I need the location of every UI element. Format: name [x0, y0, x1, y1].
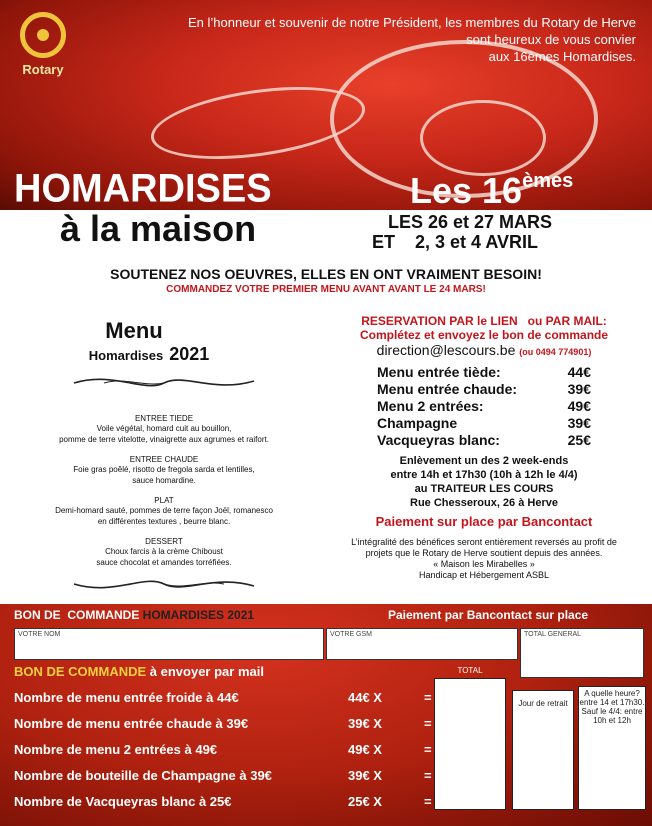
edition-suffix: èmes — [522, 170, 574, 192]
price-list — [324, 364, 644, 448]
menu-section-line: Demi-homard sauté, pommes de terre façon Joël, romanesco — [55, 506, 273, 515]
price-row — [377, 415, 591, 431]
benefits-line: projets que le Rotary de Herve soutient depuis des années. — [365, 548, 603, 558]
intro-line: sont heureux de vous convier — [466, 32, 636, 47]
appeal-main: SOUTENEZ NOS OEUVRES, ELLES EN ONT VRAIMENT BESOIN! — [110, 266, 542, 282]
name-field[interactable] — [14, 628, 324, 660]
order-row-label: Nombre de Vacqueyras blanc à 25€ — [14, 794, 232, 809]
total-general-label: TOTAL GENERAL — [524, 631, 582, 638]
phone-number: (ou 0494 774901) — [519, 347, 592, 357]
price-value: 25€ — [567, 432, 591, 448]
price-label: Menu 2 entrées: — [377, 398, 484, 414]
total-general-field[interactable] — [520, 628, 644, 678]
menu-section-line: Voile végétal, homard cuit au bouillon, — [96, 424, 232, 433]
order-row-label: Nombre de bouteille de Champagne à 39€ — [14, 768, 272, 783]
reservation-heading: RESERVATION PAR le LIEN ou PAR MAIL: — [361, 314, 607, 328]
total-box[interactable] — [434, 678, 506, 810]
send-prefix: BON DE COMMANDE — [14, 664, 147, 679]
price-value: 39€ — [567, 415, 591, 431]
price-row — [377, 432, 591, 448]
order-row-equals: = — [424, 742, 432, 757]
price-label: Vacqueyras blanc: — [377, 432, 500, 448]
lobster-tail-outline — [420, 100, 546, 176]
menu-section-title: ENTREE TIEDE — [134, 414, 194, 423]
send-suffix: à envoyer par mail — [146, 664, 264, 679]
menu-section-title: ENTREE CHAUDE — [129, 455, 199, 464]
ornament-top-icon — [64, 369, 264, 395]
logo-text: Rotary — [22, 62, 64, 77]
rotary-logo — [14, 12, 72, 84]
order-row-equals: = — [424, 716, 432, 731]
price-label: Menu entrée tiède: — [377, 364, 501, 380]
menu-year: 2021 — [169, 344, 210, 364]
menu-section-line: pomme de terre vitelotte, vinaigrette aux agrumes et raifort. — [59, 435, 269, 444]
order-row-price: 39€ X — [348, 716, 382, 731]
menu-section-line: Foie gras poêlé, risotto de fregola sarda et lentilles, — [73, 465, 255, 474]
order-row-equals: = — [424, 794, 432, 809]
intro-line: aux 16èmes Homardises. — [488, 49, 636, 64]
pickup-day-label: Jour de retrait — [518, 699, 568, 708]
edition-number: Les 16 — [410, 170, 523, 211]
price-row — [377, 364, 591, 380]
menu-section-title: DESSERT — [145, 537, 183, 546]
dates-line-2: ET 2, 3 et 4 AVRIL — [372, 232, 539, 252]
menu-title: Menu — [105, 318, 163, 343]
reservation-contact — [324, 342, 644, 358]
order-header-prefix: BON DE COMMANDE — [14, 608, 143, 622]
menu-section-title: PLAT — [154, 496, 174, 505]
benefits-line: L’intégralité des bénéfices seront entièrement reversés au profit de — [351, 537, 617, 547]
reservation-subheading: Complétez et envoyez le bon de commande — [359, 328, 609, 342]
send-instructions — [14, 664, 264, 679]
pickup-info — [324, 454, 644, 510]
name-field-label: VOTRE NOM — [18, 631, 61, 638]
reservation-panel — [324, 314, 644, 581]
subtitle: à la maison — [60, 208, 257, 249]
payment-note: Paiement sur place par Bancontact — [375, 514, 593, 529]
intro-text — [166, 14, 636, 65]
main-title: HOMARDISES — [14, 166, 272, 212]
edition-title — [410, 170, 573, 212]
ornament-bottom-icon — [64, 572, 264, 598]
intro-line: En l’honneur et souvenir de notre Président, les membres du Rotary de Herve — [187, 15, 636, 30]
menu-section-line: sauce chocolat et amandes torréfiées. — [96, 558, 232, 567]
pickup-line: au TRAITEUR LES COURS — [414, 483, 554, 495]
total-column-label: TOTAL — [457, 666, 483, 675]
order-row-price: 39€ X — [348, 768, 382, 783]
benefits-line: « Maison les Mirabelles » — [433, 559, 535, 569]
order-form-header — [14, 608, 254, 622]
pickup-time-box[interactable] — [578, 686, 646, 810]
menu-section-line: Choux farcis à la crème Chiboust — [105, 547, 223, 556]
pickup-line: Rue Chesseroux, 26 à Herve — [410, 497, 558, 509]
rotary-wheel-icon — [20, 12, 66, 58]
price-row — [377, 398, 591, 414]
price-value: 44€ — [567, 364, 591, 380]
appeal-sub: COMMANDEZ VOTRE PREMIER MENU AVANT AVANT LE 24 MARS! — [166, 284, 486, 295]
gsm-field-label: VOTRE GSM — [330, 631, 373, 638]
order-row-price: 44€ X — [348, 690, 382, 705]
pickup-line: Enlèvement un des 2 week-ends — [399, 455, 569, 467]
order-row-equals: = — [424, 690, 432, 705]
menu-subtitle: Homardises — [88, 348, 164, 363]
menu-section-line: en différentes textures , beurre blanc. — [97, 517, 231, 526]
order-row-price: 25€ X — [348, 794, 382, 809]
email-link[interactable]: direction@lescours.be — [376, 342, 516, 358]
order-row-price: 49€ X — [348, 742, 382, 757]
order-payment-note: Paiement par Bancontact sur place — [388, 608, 589, 622]
order-row-label: Nombre de menu entrée froide à 44€ — [14, 690, 239, 705]
order-row-label: Nombre de menu 2 entrées à 49€ — [14, 742, 218, 757]
price-value: 39€ — [567, 381, 591, 397]
menu-section-line: sauce homardine. — [132, 476, 196, 485]
price-value: 49€ — [567, 398, 591, 414]
menu-card — [14, 318, 314, 607]
dates-line-1: LES 26 et 27 MARS — [388, 212, 553, 232]
order-header-suffix: HOMARDISES 2021 — [142, 608, 255, 622]
price-label: Champagne — [377, 415, 458, 431]
gsm-field[interactable] — [326, 628, 518, 660]
benefits-line: Handicap et Hébergement ASBL — [418, 570, 550, 580]
price-label: Menu entrée chaude: — [377, 381, 518, 397]
order-row-label: Nombre de menu entrée chaude à 39€ — [14, 716, 249, 731]
pickup-day-box[interactable] — [512, 690, 574, 810]
order-row-equals: = — [424, 768, 432, 783]
price-row — [377, 381, 591, 397]
pickup-time-label: A quelle heure? entre 14 et 17h30. Sauf le 4/4: entre 10h et 12h — [579, 689, 645, 725]
pickup-line: entre 14h et 17h30 (10h à 12h le 4/4) — [390, 469, 578, 481]
benefits-info — [324, 537, 644, 581]
menu-sections — [14, 414, 314, 568]
